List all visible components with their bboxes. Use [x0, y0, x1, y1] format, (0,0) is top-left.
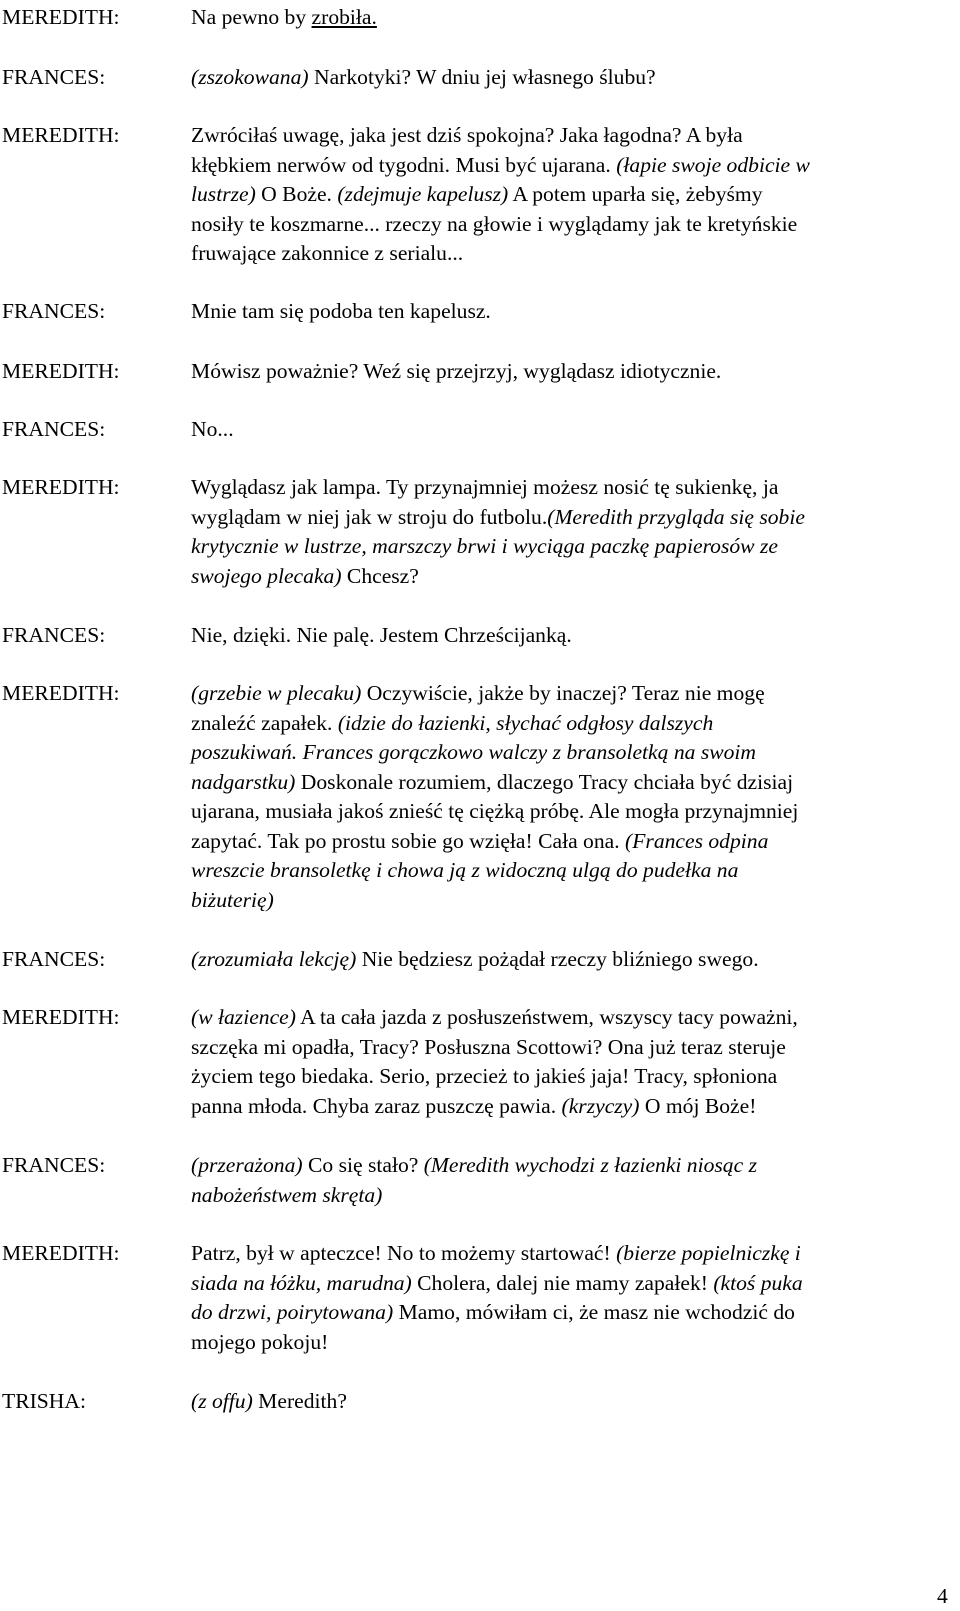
dialogue-line — [191, 1061, 777, 1091]
dialogue-line — [191, 708, 713, 738]
dialogue-text: życiem tego biedaka. Serio, przecież to jakieś jaja! Tracy, spłoniona — [191, 1064, 778, 1088]
dialogue-line — [191, 150, 810, 180]
stage-direction: (Meredith wychodzi z łazienki niosąc z — [423, 1153, 757, 1177]
dialogue-line — [191, 767, 793, 797]
dialogue-line — [191, 356, 721, 386]
stage-direction: do drzwi, poirytowana) — [191, 1300, 394, 1324]
stage-direction: nabożeństwem skręta) — [191, 1182, 383, 1207]
speaker-name: MEREDITH: — [2, 123, 120, 147]
dialogue-line — [191, 120, 743, 150]
dialogue-line — [191, 1238, 801, 1268]
dialogue-text: mojego pokoju! — [191, 1329, 329, 1354]
dialogue-line — [191, 531, 778, 561]
stage-direction: (grzebie w plecaku) — [191, 681, 362, 705]
dialogue-line — [191, 502, 805, 532]
stage-direction: (przerażona) — [191, 1153, 303, 1177]
dialogue-text: ujarana, musiała jakoś znieść tę ciężką próbę. Ale mogła przynajmniej — [191, 799, 799, 823]
dialogue-text: A potem uparła się, żebyśmy — [508, 182, 763, 206]
dialogue-line — [191, 1002, 798, 1032]
dialogue-text: zapytać. Tak po prostu sobie go wzięła! Cała ona. — [191, 828, 626, 853]
stage-direction: (krzyczy) — [561, 1093, 640, 1118]
speaker-name: MEREDITH: — [2, 475, 120, 499]
dialogue-line — [191, 944, 759, 974]
stage-direction: (zdejmuje kapelusz) — [337, 182, 509, 206]
stage-direction: (Meredith przygląda się sobie — [547, 504, 805, 529]
stage-direction: nadgarstku) — [191, 769, 296, 794]
stage-direction: (w łazience) — [191, 1005, 296, 1029]
dialogue-text: Mamo, mówiłam ci, że masz nie wchodzić do — [393, 1300, 795, 1324]
speaker-name: FRANCES: — [2, 1153, 106, 1177]
dialogue-line — [191, 209, 797, 239]
dialogue-text: Oczywiście, jakże by inaczej? Teraz nie mogę — [361, 681, 765, 705]
dialogue-text: kłębkiem nerwów od tygodni. Musi być ujarana. — [191, 152, 617, 177]
dialogue-line — [191, 620, 572, 650]
dialogue-text: Narkotyki? W dniu jej własnego ślubu? — [308, 65, 656, 89]
speaker-name: FRANCES: — [2, 947, 106, 971]
dialogue-line — [191, 1180, 382, 1210]
speaker-name: MEREDITH: — [2, 1005, 120, 1029]
dialogue-text: fruwające zakonnice z serialu... — [191, 241, 464, 265]
stage-direction: (zszokowana) — [191, 65, 309, 89]
dialogue-text: nosiły te koszmarne... rzeczy na głowie i wyglądamy jak te kretyńskie — [191, 211, 798, 236]
stage-direction: swojego plecaka) — [191, 563, 342, 588]
speaker-name: MEREDITH: — [2, 1241, 120, 1265]
dialogue-line — [191, 796, 798, 826]
stage-direction: biżuterię) — [191, 887, 274, 912]
dialogue-text: Nie będziesz pożądał rzeczy bliźniego swego. — [356, 947, 759, 971]
dialogue-text: znaleźć zapałek. — [191, 710, 338, 735]
dialogue-line — [191, 238, 463, 268]
dialogue-text: Cholera, dalej nie mamy zapałek! — [411, 1270, 714, 1295]
dialogue-text: Meredith? — [252, 1389, 347, 1413]
dialogue-line — [191, 737, 756, 767]
speaker-name: TRISHA: — [2, 1389, 86, 1413]
speaker-name: FRANCES: — [2, 417, 106, 441]
dialogue-line — [191, 62, 656, 92]
dialogue-line — [191, 296, 491, 326]
dialogue-text: Zwróciłaś uwagę, jaka jest dziś spokojna? Jaka łagodna? A była — [191, 123, 743, 147]
dialogue-line — [191, 1091, 756, 1121]
dialogue-text: Na pewno by — [191, 5, 312, 29]
stage-direction: lustrze) — [191, 182, 256, 206]
speaker-name: FRANCES: — [2, 65, 106, 89]
dialogue-text: No... — [191, 417, 234, 441]
dialogue-line — [191, 1386, 347, 1416]
dialogue-text: szczęka mi opadła, Tracy? Posłuszna Scottowi? Ona już teraz steruje — [191, 1034, 786, 1059]
speaker-name: MEREDITH: — [2, 5, 120, 29]
dialogue-line — [191, 472, 778, 502]
dialogue-line — [191, 2, 377, 32]
dialogue-text: Wyglądasz jak lampa. Ty przynajmniej możesz nosić tę sukienkę, ja — [191, 475, 779, 499]
dialogue-line — [191, 678, 765, 708]
stage-direction: siada na łóżku, marudna) — [191, 1270, 412, 1295]
stage-direction: (Frances odpina — [625, 828, 769, 853]
dialogue-line — [191, 855, 738, 885]
stage-direction: (z offu) — [191, 1389, 253, 1413]
dialogue-line — [191, 179, 763, 209]
dialogue-line — [191, 1327, 328, 1357]
stage-direction: (ktoś puka — [713, 1270, 803, 1295]
speaker-name: MEREDITH: — [2, 359, 120, 383]
dialogue-text: O mój Boże! — [639, 1093, 757, 1118]
dialogue-text: O Boże. — [255, 182, 338, 206]
dialogue-text: Mówisz poważnie? Weź się przejrzyj, wyglądasz idiotycznie. — [191, 359, 722, 383]
dialogue-line — [191, 1032, 786, 1062]
page-number: 4 — [937, 1584, 948, 1608]
stage-direction: (zrozumiała lekcję) — [191, 947, 357, 971]
dialogue-line — [191, 826, 768, 856]
dialogue-text: A ta cała jazda z posłuszeństwem, wszyscy tacy poważni, — [295, 1005, 798, 1029]
speaker-name: FRANCES: — [2, 299, 106, 323]
stage-direction: (łapie swoje odbicie w — [616, 152, 810, 177]
speaker-name: FRANCES: — [2, 623, 106, 647]
dialogue-line — [191, 414, 234, 444]
stage-direction: poszukiwań. Frances gorączkowo walczy z bransoletką na swoim — [191, 740, 757, 764]
dialogue-text: Nie, dzięki. Nie palę. Jestem Chrześcijanką. — [191, 623, 572, 647]
dialogue-line — [191, 1150, 757, 1180]
dialogue-text: Chcesz? — [341, 563, 419, 588]
dialogue-text: Patrz, był w apteczce! No to możemy startować! — [191, 1241, 617, 1265]
speaker-name: MEREDITH: — [2, 681, 120, 705]
stage-direction: (bierze popielniczkę i — [616, 1241, 801, 1265]
dialogue-line — [191, 561, 419, 591]
dialogue-text: panna młoda. Chyba zaraz puszczę pawia. — [191, 1093, 562, 1118]
stage-direction: krytycznie w lustrze, marszczy brwi i wyciąga paczkę papierosów ze — [191, 534, 778, 558]
stage-direction: wreszcie bransoletkę i chowa ją z widoczną ulgą do pudełka na — [191, 858, 739, 882]
dialogue-text: Co się stało? — [302, 1153, 424, 1177]
dialogue-text: wyglądam w niej jak w stroju do futbolu. — [191, 504, 548, 529]
stage-direction: (idzie do łazienki, słychać odgłosy dalszych — [337, 710, 714, 735]
dialogue-text: Mnie tam się podoba ten kapelusz. — [191, 299, 491, 323]
dialogue-line — [191, 1268, 803, 1298]
dialogue-text: Doskonale rozumiem, dlaczego Tracy chciała być dzisiaj — [295, 769, 794, 794]
dialogue-line — [191, 1297, 795, 1327]
dialogue-text: zrobiła. — [311, 5, 377, 29]
dialogue-line — [191, 885, 274, 915]
